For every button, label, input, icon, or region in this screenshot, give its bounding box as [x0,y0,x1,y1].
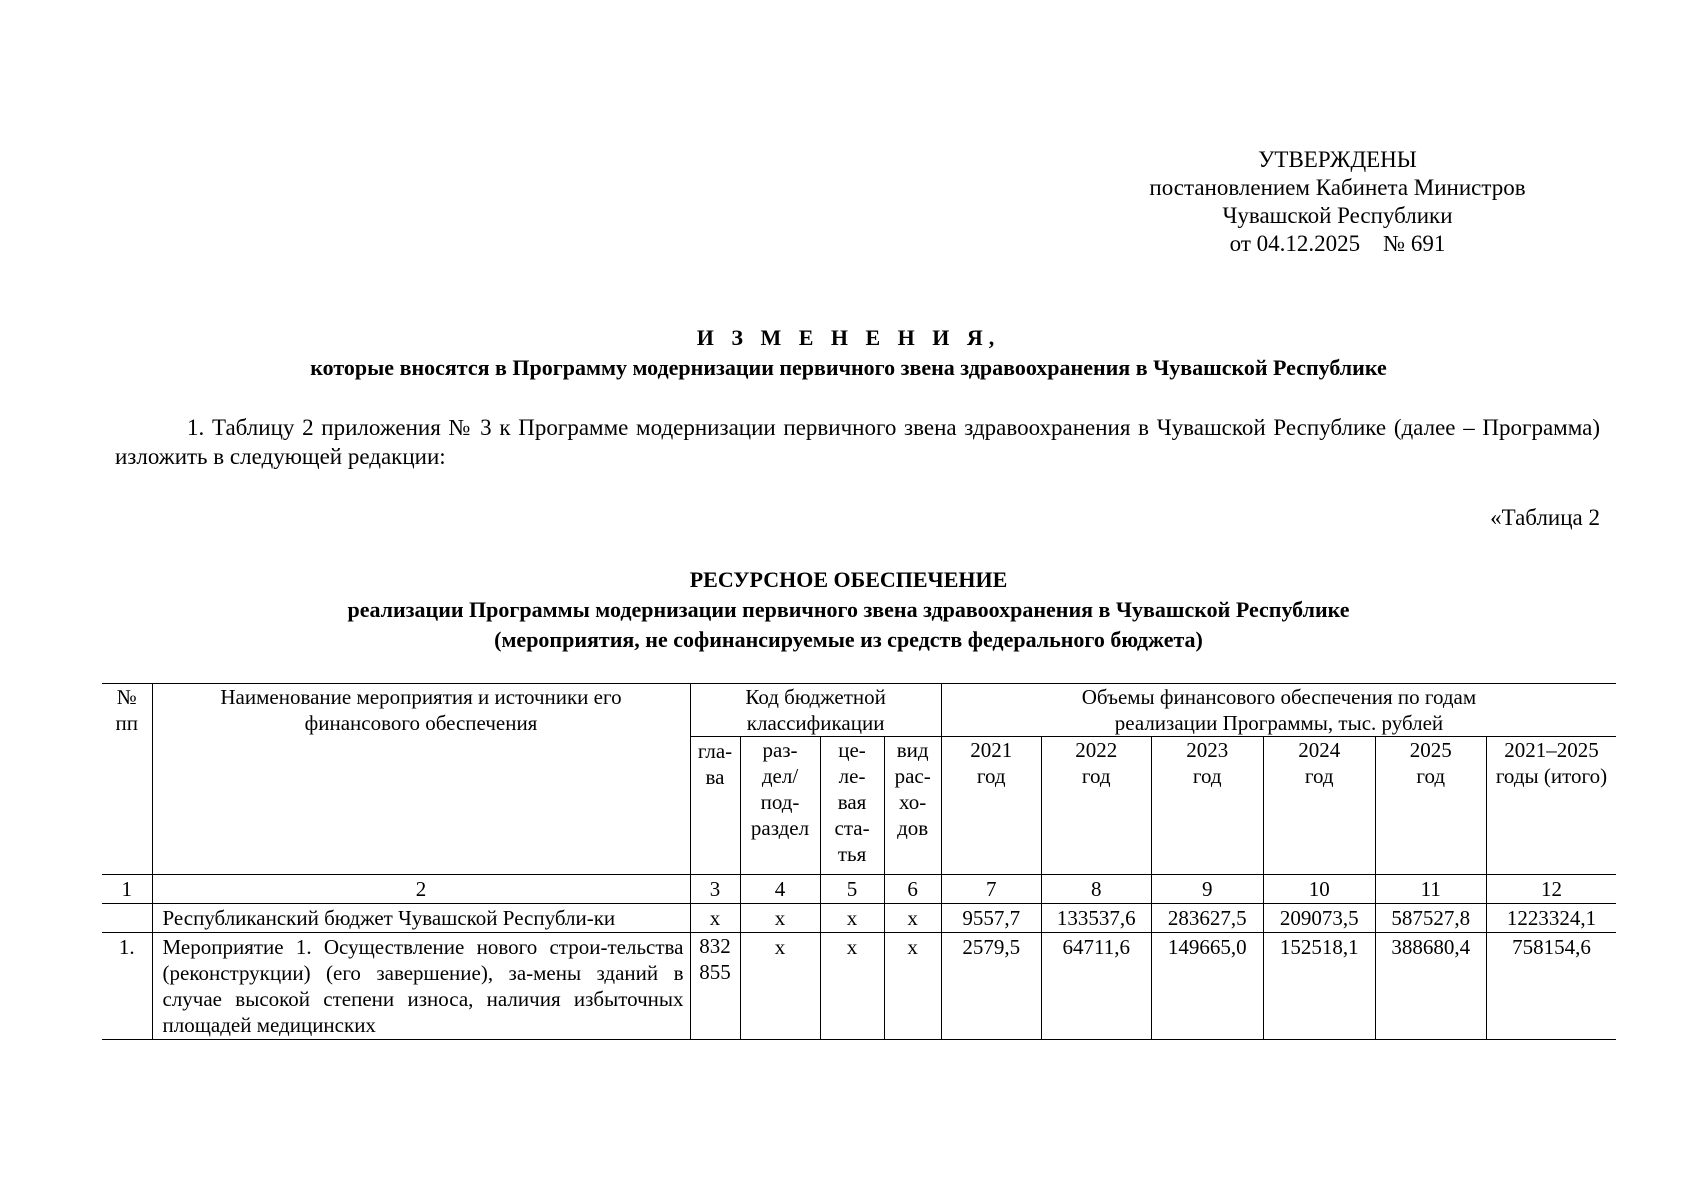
row-2025: 587527,8 [1375,904,1486,933]
header-razdel: раз-дел/ под-раздел [740,737,820,875]
colnum-cell: 10 [1263,875,1375,904]
resource-title-block [0,565,1697,655]
approval-line-2: постановлением Кабинета Министров [1149,175,1526,200]
changes-heading: И З М Е Н Е Н И Я, [696,325,1001,350]
row-2021: 2579,5 [941,933,1041,1040]
row-statya: x [820,933,884,1040]
header-statya: це-ле-вая ста-тья [820,737,884,875]
resource-table [102,683,1616,1040]
row-glava: x [690,904,740,933]
row-2021: 9557,7 [941,904,1041,933]
row-num: 1. [102,933,152,1040]
header-2022: 2022 год [1041,737,1151,875]
resource-subtitle-2: (мероприятия, не софинансируемые из средств федерального бюджета) [494,627,1203,652]
colnum-cell: 8 [1041,875,1151,904]
column-numbers-row [102,875,1616,904]
approval-line-4: от 04.12.2025 № 691 [1229,231,1446,256]
approval-line-1: УТВЕРЖДЕНЫ [1258,147,1417,172]
header-2025: 2025 год [1375,737,1486,875]
row-2024: 209073,5 [1263,904,1375,933]
row-num [102,904,152,933]
resource-title: РЕСУРСНОЕ ОБЕСПЕЧЕНИЕ [689,567,1008,592]
table-row [102,933,1616,1040]
row-2024: 152518,1 [1263,933,1375,1040]
paragraph-1: 1. Таблицу 2 приложения № 3 к Программе модернизации первичного звена здравоохранения в Чувашской Республике (далее – Программа) изложить в следующей редакции: [115,415,1600,469]
changes-subheading: которые вносятся в Программу модернизации первичного звена здравоохранения в Чувашской Республике [310,355,1387,380]
row-razdel: x [740,933,820,1040]
row-2023: 149665,0 [1151,933,1263,1040]
colnum-cell: 12 [1486,875,1616,904]
header-2021: 2021 год [941,737,1041,875]
colnum-cell: 9 [1151,875,1263,904]
row-2023: 283627,5 [1151,904,1263,933]
table-row [102,904,1616,933]
header-volumes: Объемы финансового обеспечения по годам реализации Программы, тыс. рублей [941,684,1616,737]
header-vid: вид рас-хо-дов [884,737,941,875]
header-num: № пп [102,684,152,875]
row-name: Мероприятие 1. Осуществление нового строи-тельства (реконструкции) (его завершение), за-мены зданий в случае высокой степени износа, наличия избыточных площадей медицинских [152,933,690,1040]
colnum-cell: 1 [102,875,152,904]
colnum-cell: 2 [152,875,690,904]
row-total: 758154,6 [1486,933,1616,1040]
approval-block [1075,146,1600,258]
header-2024: 2024 год [1263,737,1375,875]
colnum-cell: 7 [941,875,1041,904]
header-glava: гла-ва [690,737,740,875]
header-2023: 2023 год [1151,737,1263,875]
row-name: Республиканский бюджет Чувашской Республи-ки [152,904,690,933]
header-name: Наименование мероприятия и источники его финансового обеспечения [152,684,690,875]
colnum-cell: 5 [820,875,884,904]
resource-subtitle: реализации Программы модернизации первичного звена здравоохранения в Чувашской Республике [347,597,1350,622]
colnum-cell: 4 [740,875,820,904]
row-2022: 133537,6 [1041,904,1151,933]
changes-heading-block [0,323,1697,383]
row-total: 1223324,1 [1486,904,1616,933]
row-2022: 64711,6 [1041,933,1151,1040]
header-total: 2021–2025 годы (итого) [1486,737,1616,875]
approval-line-3: Чувашской Республики [1222,203,1453,228]
row-vid: x [884,933,941,1040]
row-razdel: x [740,904,820,933]
colnum-cell: 6 [884,875,941,904]
row-statya: x [820,904,884,933]
colnum-cell: 11 [1375,875,1486,904]
row-glava: 832 855 [690,933,740,1040]
row-vid: x [884,904,941,933]
row-2025: 388680,4 [1375,933,1486,1040]
colnum-cell: 3 [690,875,740,904]
header-code: Код бюджетной классификации [690,684,941,737]
table-reference: «Таблица 2 [1490,505,1600,530]
